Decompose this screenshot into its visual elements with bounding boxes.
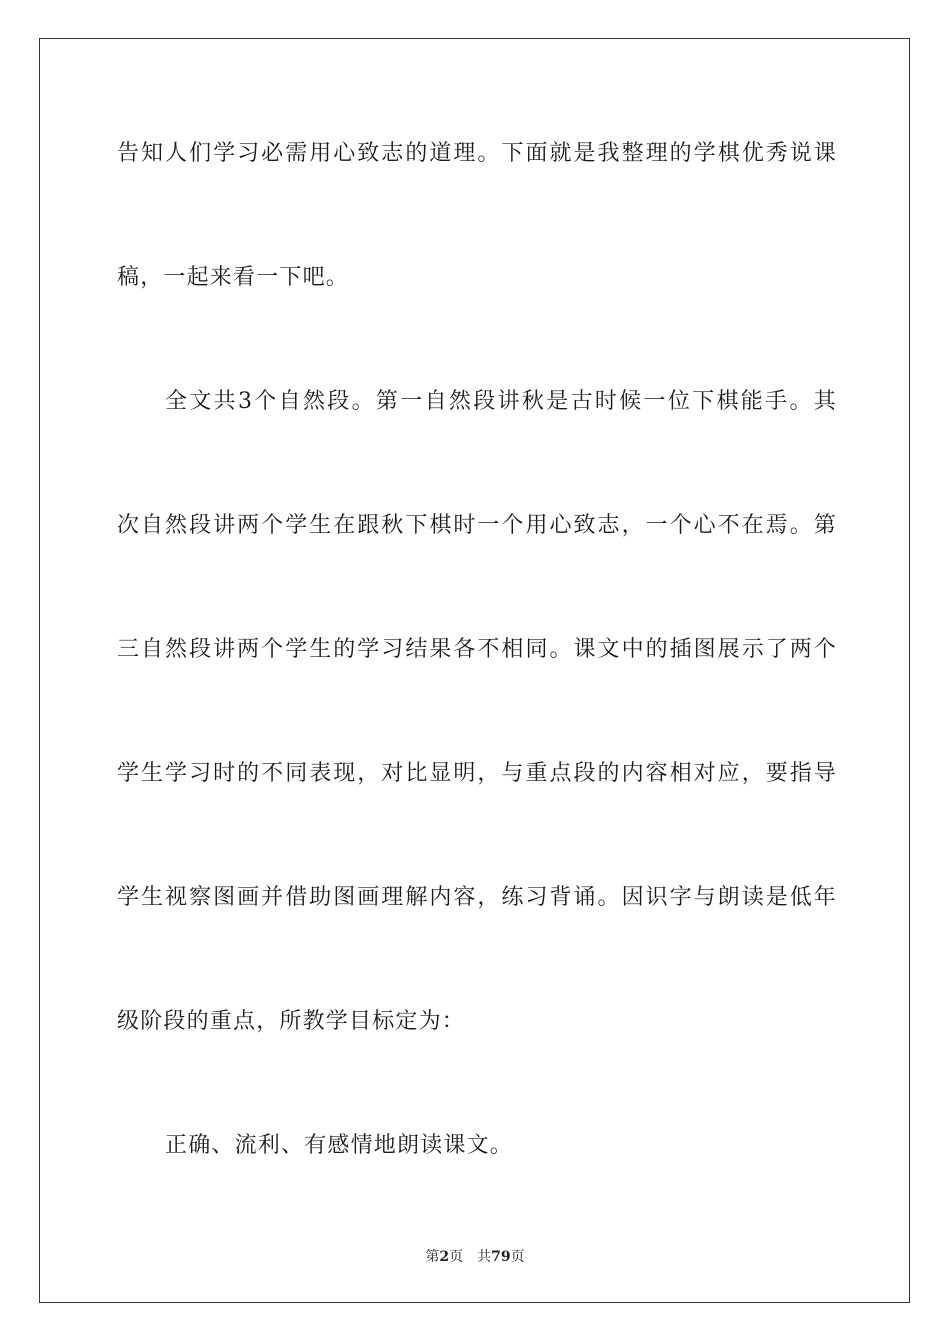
total-suffix: 页: [510, 1249, 525, 1265]
page-suffix: 页: [449, 1249, 464, 1265]
text-line-7: 学生视察图画并借助图画理解内容，练习背诵。因识字与朗读是低年: [117, 885, 837, 910]
text-line-4: 次自然段讲两个学生在跟秋下棋时一个用心致志，一个心不在焉。第: [117, 513, 837, 538]
text-line-5: 三自然段讲两个学生的学习结果各不相同。课文中的插图展示了两个: [117, 637, 837, 662]
total-pages: 79: [491, 1249, 511, 1265]
page-prefix: 第: [425, 1249, 440, 1265]
text-line-3: 全文共3个自然段。第一自然段讲秋是古时候一位下棋能手。其: [165, 389, 837, 414]
text-line-2: 稿，一起来看一下吧。: [117, 265, 350, 290]
text-line-8: 级阶段的重点，所教学目标定为：: [117, 1009, 466, 1034]
text-line-6: 学生学习时的不同表现，对比显明，与重点段的内容相对应，要指导: [117, 761, 837, 786]
page-border: [39, 38, 910, 1303]
total-prefix: 共: [477, 1249, 492, 1265]
text-line-9: 正确、流利、有感情地朗读课文。: [165, 1133, 514, 1158]
text-line-1: 告知人们学习必需用心致志的道理。下面就是我整理的学棋优秀说课: [117, 141, 837, 166]
page-number: 2: [439, 1249, 450, 1265]
page-footer: [0, 1247, 950, 1267]
